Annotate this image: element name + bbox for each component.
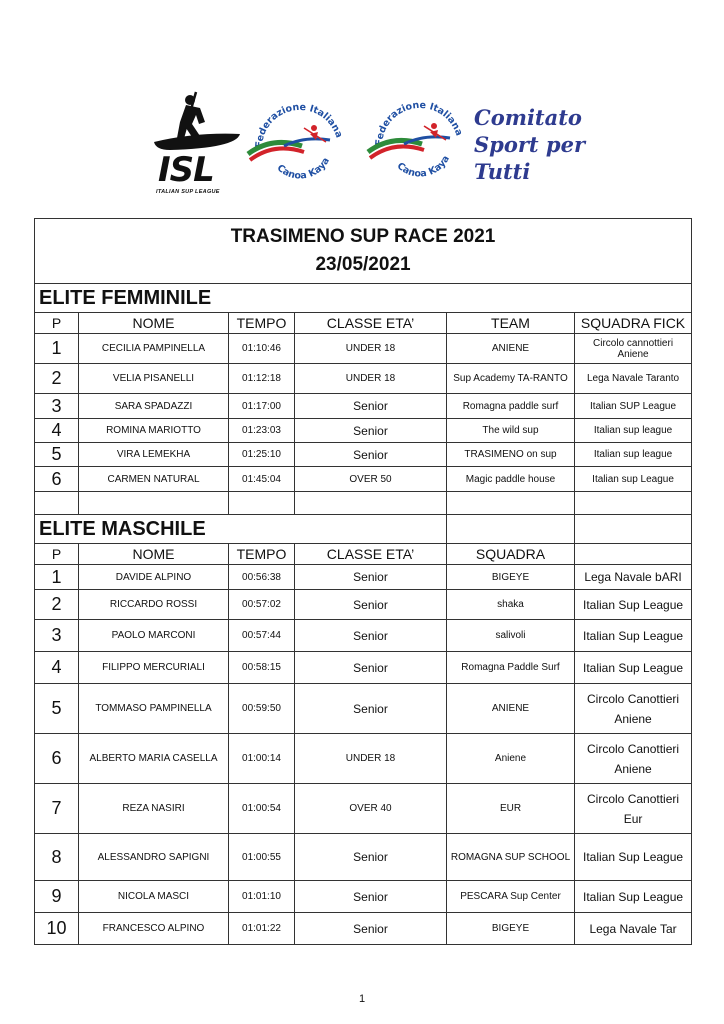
table-row: [35, 467, 692, 492]
empty-row: [35, 492, 692, 515]
team-cell: The wild sup: [447, 419, 575, 443]
section-title-maschile: ELITE MASCHILE: [35, 515, 447, 544]
time-cell: 01:23:03: [229, 419, 295, 443]
name-cell: NICOLA MASCI: [79, 881, 229, 913]
team-cell: salivoli: [447, 620, 575, 652]
time-cell: 00:56:38: [229, 565, 295, 590]
name-cell: DAVIDE ALPINO: [79, 565, 229, 590]
time-cell: 00:58:15: [229, 652, 295, 684]
age-class-cell: Senior: [295, 834, 447, 881]
table-row: [35, 784, 692, 834]
isl-subtitle: ITALIAN SUP LEAGUE: [156, 189, 220, 195]
header-cell: TEMPO: [229, 313, 295, 334]
isl-wordmark: ISL: [158, 150, 214, 190]
header-cell: SQUADRA: [447, 544, 575, 565]
age-class-cell: UNDER 18: [295, 364, 447, 394]
team-cell: EUR: [447, 784, 575, 834]
position-cell: 3: [35, 620, 79, 652]
age-class-cell: Senior: [295, 590, 447, 620]
comitato-logo: [474, 104, 584, 185]
position-cell: 4: [35, 652, 79, 684]
age-class-cell: Senior: [295, 881, 447, 913]
fick-team-cell: Italian SUP League: [575, 394, 692, 419]
table-row: [35, 734, 692, 784]
table-row: [35, 394, 692, 419]
position-cell: 10: [35, 913, 79, 945]
empty-cell: [295, 492, 447, 515]
table-header-row: [35, 544, 692, 565]
fick-team-cell: Italian sup league: [575, 419, 692, 443]
age-class-cell: Senior: [295, 443, 447, 467]
time-cell: 01:17:00: [229, 394, 295, 419]
fick-team-cell: Italian Sup League: [575, 620, 692, 652]
age-class-cell: Senior: [295, 394, 447, 419]
table-row: [35, 881, 692, 913]
results-table: [34, 218, 692, 945]
fick-team-cell: Circolo cannottieri Aniene: [575, 334, 692, 364]
team-cell: TRASIMENO on sup: [447, 443, 575, 467]
fick-top-text: Federazione Italiana: [253, 101, 345, 149]
position-cell: 6: [35, 734, 79, 784]
name-cell: ALESSANDRO SAPIGNI: [79, 834, 229, 881]
event-title: [35, 219, 692, 284]
table-row: [35, 443, 692, 467]
fick-team-cell: Italian sup league: [575, 443, 692, 467]
table-row: [35, 590, 692, 620]
comitato-line: Comitato: [474, 105, 582, 130]
header-cell: SQUADRA FICK: [575, 313, 692, 334]
fick-team-cell: Lega Navale Taranto: [575, 364, 692, 394]
empty-cell: [575, 515, 692, 544]
header-cell: TEAM: [447, 313, 575, 334]
title-row: [35, 219, 692, 284]
time-cell: 01:10:46: [229, 334, 295, 364]
name-cell: CARMEN NATURAL: [79, 467, 229, 492]
event-name: TRASIMENO SUP RACE 2021: [230, 226, 496, 247]
table-row: [35, 652, 692, 684]
table-row: [35, 334, 692, 364]
header-cell: CLASSE ETA’: [295, 313, 447, 334]
team-cell: BIGEYE: [447, 913, 575, 945]
time-cell: 01:12:18: [229, 364, 295, 394]
empty-cell: [447, 492, 575, 515]
fick-logo-secondary: [364, 86, 476, 198]
age-class-cell: UNDER 18: [295, 334, 447, 364]
fick-top-text: Federazione Italiana: [373, 99, 465, 147]
table-row: [35, 834, 692, 881]
position-cell: 9: [35, 881, 79, 913]
name-cell: TOMMASO PAMPINELLA: [79, 684, 229, 734]
header-cell: TEMPO: [229, 544, 295, 565]
team-cell: Magic paddle house: [447, 467, 575, 492]
header-cell: P: [35, 313, 79, 334]
name-cell: SARA SPADAZZI: [79, 394, 229, 419]
age-class-cell: Senior: [295, 565, 447, 590]
fick-team-cell: Italian Sup League: [575, 881, 692, 913]
section-row: [35, 515, 692, 544]
position-cell: 7: [35, 784, 79, 834]
header-cell: NOME: [79, 544, 229, 565]
time-cell: 00:59:50: [229, 684, 295, 734]
empty-cell: [229, 492, 295, 515]
fick-bottom-text: Canoa Kaya: [394, 153, 452, 180]
comitato-line: Sport per: [474, 132, 586, 157]
fick-team-cell: Italian Sup League: [575, 834, 692, 881]
time-cell: 00:57:02: [229, 590, 295, 620]
fick-team-cell: Italian sup League: [575, 467, 692, 492]
team-cell: Romagna paddle surf: [447, 394, 575, 419]
name-cell: RICCARDO ROSSI: [79, 590, 229, 620]
header-cell: CLASSE ETA’: [295, 544, 447, 565]
name-cell: FRANCESCO ALPINO: [79, 913, 229, 945]
fick-team-cell: Circolo Canottieri Aniene: [575, 684, 692, 734]
name-cell: FILIPPO MERCURIALI: [79, 652, 229, 684]
team-cell: shaka: [447, 590, 575, 620]
table-header-row: [35, 313, 692, 334]
empty-cell: [447, 515, 575, 544]
fick-logo: [244, 88, 356, 200]
age-class-cell: Senior: [295, 652, 447, 684]
position-cell: 4: [35, 419, 79, 443]
position-cell: 1: [35, 334, 79, 364]
time-cell: 01:45:04: [229, 467, 295, 492]
team-cell: Sup Academy TA-RANTO: [447, 364, 575, 394]
age-class-cell: UNDER 18: [295, 734, 447, 784]
table-row: [35, 684, 692, 734]
position-cell: 5: [35, 684, 79, 734]
position-cell: 1: [35, 565, 79, 590]
team-cell: ANIENE: [447, 684, 575, 734]
sup-paddler-icon: [150, 88, 242, 158]
age-class-cell: Senior: [295, 913, 447, 945]
time-cell: 01:00:14: [229, 734, 295, 784]
team-cell: ROMAGNA SUP SCHOOL: [447, 834, 575, 881]
position-cell: 3: [35, 394, 79, 419]
fick-bottom-text: Canoa Kaya: [274, 155, 332, 182]
page-number: 1: [358, 993, 366, 1005]
position-cell: 6: [35, 467, 79, 492]
fick-team-cell: Lega Navale Tar: [575, 913, 692, 945]
team-cell: ANIENE: [447, 334, 575, 364]
age-class-cell: OVER 50: [295, 467, 447, 492]
position-cell: 5: [35, 443, 79, 467]
table-row: [35, 364, 692, 394]
time-cell: 01:01:22: [229, 913, 295, 945]
name-cell: CECILIA PAMPINELLA: [79, 334, 229, 364]
position-cell: 8: [35, 834, 79, 881]
isl-logo: [150, 88, 242, 198]
time-cell: 01:00:55: [229, 834, 295, 881]
time-cell: 01:01:10: [229, 881, 295, 913]
name-cell: ALBERTO MARIA CASELLA: [79, 734, 229, 784]
header-cell: [575, 544, 692, 565]
section-row: [35, 284, 692, 313]
name-cell: VIRA LEMEKHA: [79, 443, 229, 467]
table-row: [35, 620, 692, 652]
team-cell: PESCARA Sup Center: [447, 881, 575, 913]
fick-team-cell: Italian Sup League: [575, 652, 692, 684]
time-cell: 01:00:54: [229, 784, 295, 834]
name-cell: REZA NASIRI: [79, 784, 229, 834]
comitato-line: Tutti: [474, 159, 531, 184]
section-title-femminile: ELITE FEMMINILE: [35, 284, 692, 313]
empty-cell: [575, 492, 692, 515]
team-cell: Romagna Paddle Surf: [447, 652, 575, 684]
event-date: 23/05/2021: [315, 254, 411, 275]
age-class-cell: Senior: [295, 620, 447, 652]
time-cell: 01:25:10: [229, 443, 295, 467]
table-row: [35, 913, 692, 945]
team-cell: Aniene: [447, 734, 575, 784]
age-class-cell: OVER 40: [295, 784, 447, 834]
table-row: [35, 419, 692, 443]
empty-cell: [79, 492, 229, 515]
position-cell: 2: [35, 364, 79, 394]
name-cell: ROMINA MARIOTTO: [79, 419, 229, 443]
fick-team-cell: Circolo Canottieri Aniene: [575, 734, 692, 784]
name-cell: PAOLO MARCONI: [79, 620, 229, 652]
age-class-cell: Senior: [295, 419, 447, 443]
table-row: [35, 565, 692, 590]
header-cell: P: [35, 544, 79, 565]
age-class-cell: Senior: [295, 684, 447, 734]
fick-team-cell: Italian Sup League: [575, 590, 692, 620]
time-cell: 00:57:44: [229, 620, 295, 652]
name-cell: VELIA PISANELLI: [79, 364, 229, 394]
fick-team-cell: Lega Navale bARI: [575, 565, 692, 590]
team-cell: BIGEYE: [447, 565, 575, 590]
logo-strip: [0, 80, 724, 210]
position-cell: 2: [35, 590, 79, 620]
header-cell: NOME: [79, 313, 229, 334]
fick-team-cell: Circolo Canottieri Eur: [575, 784, 692, 834]
empty-cell: [35, 492, 79, 515]
